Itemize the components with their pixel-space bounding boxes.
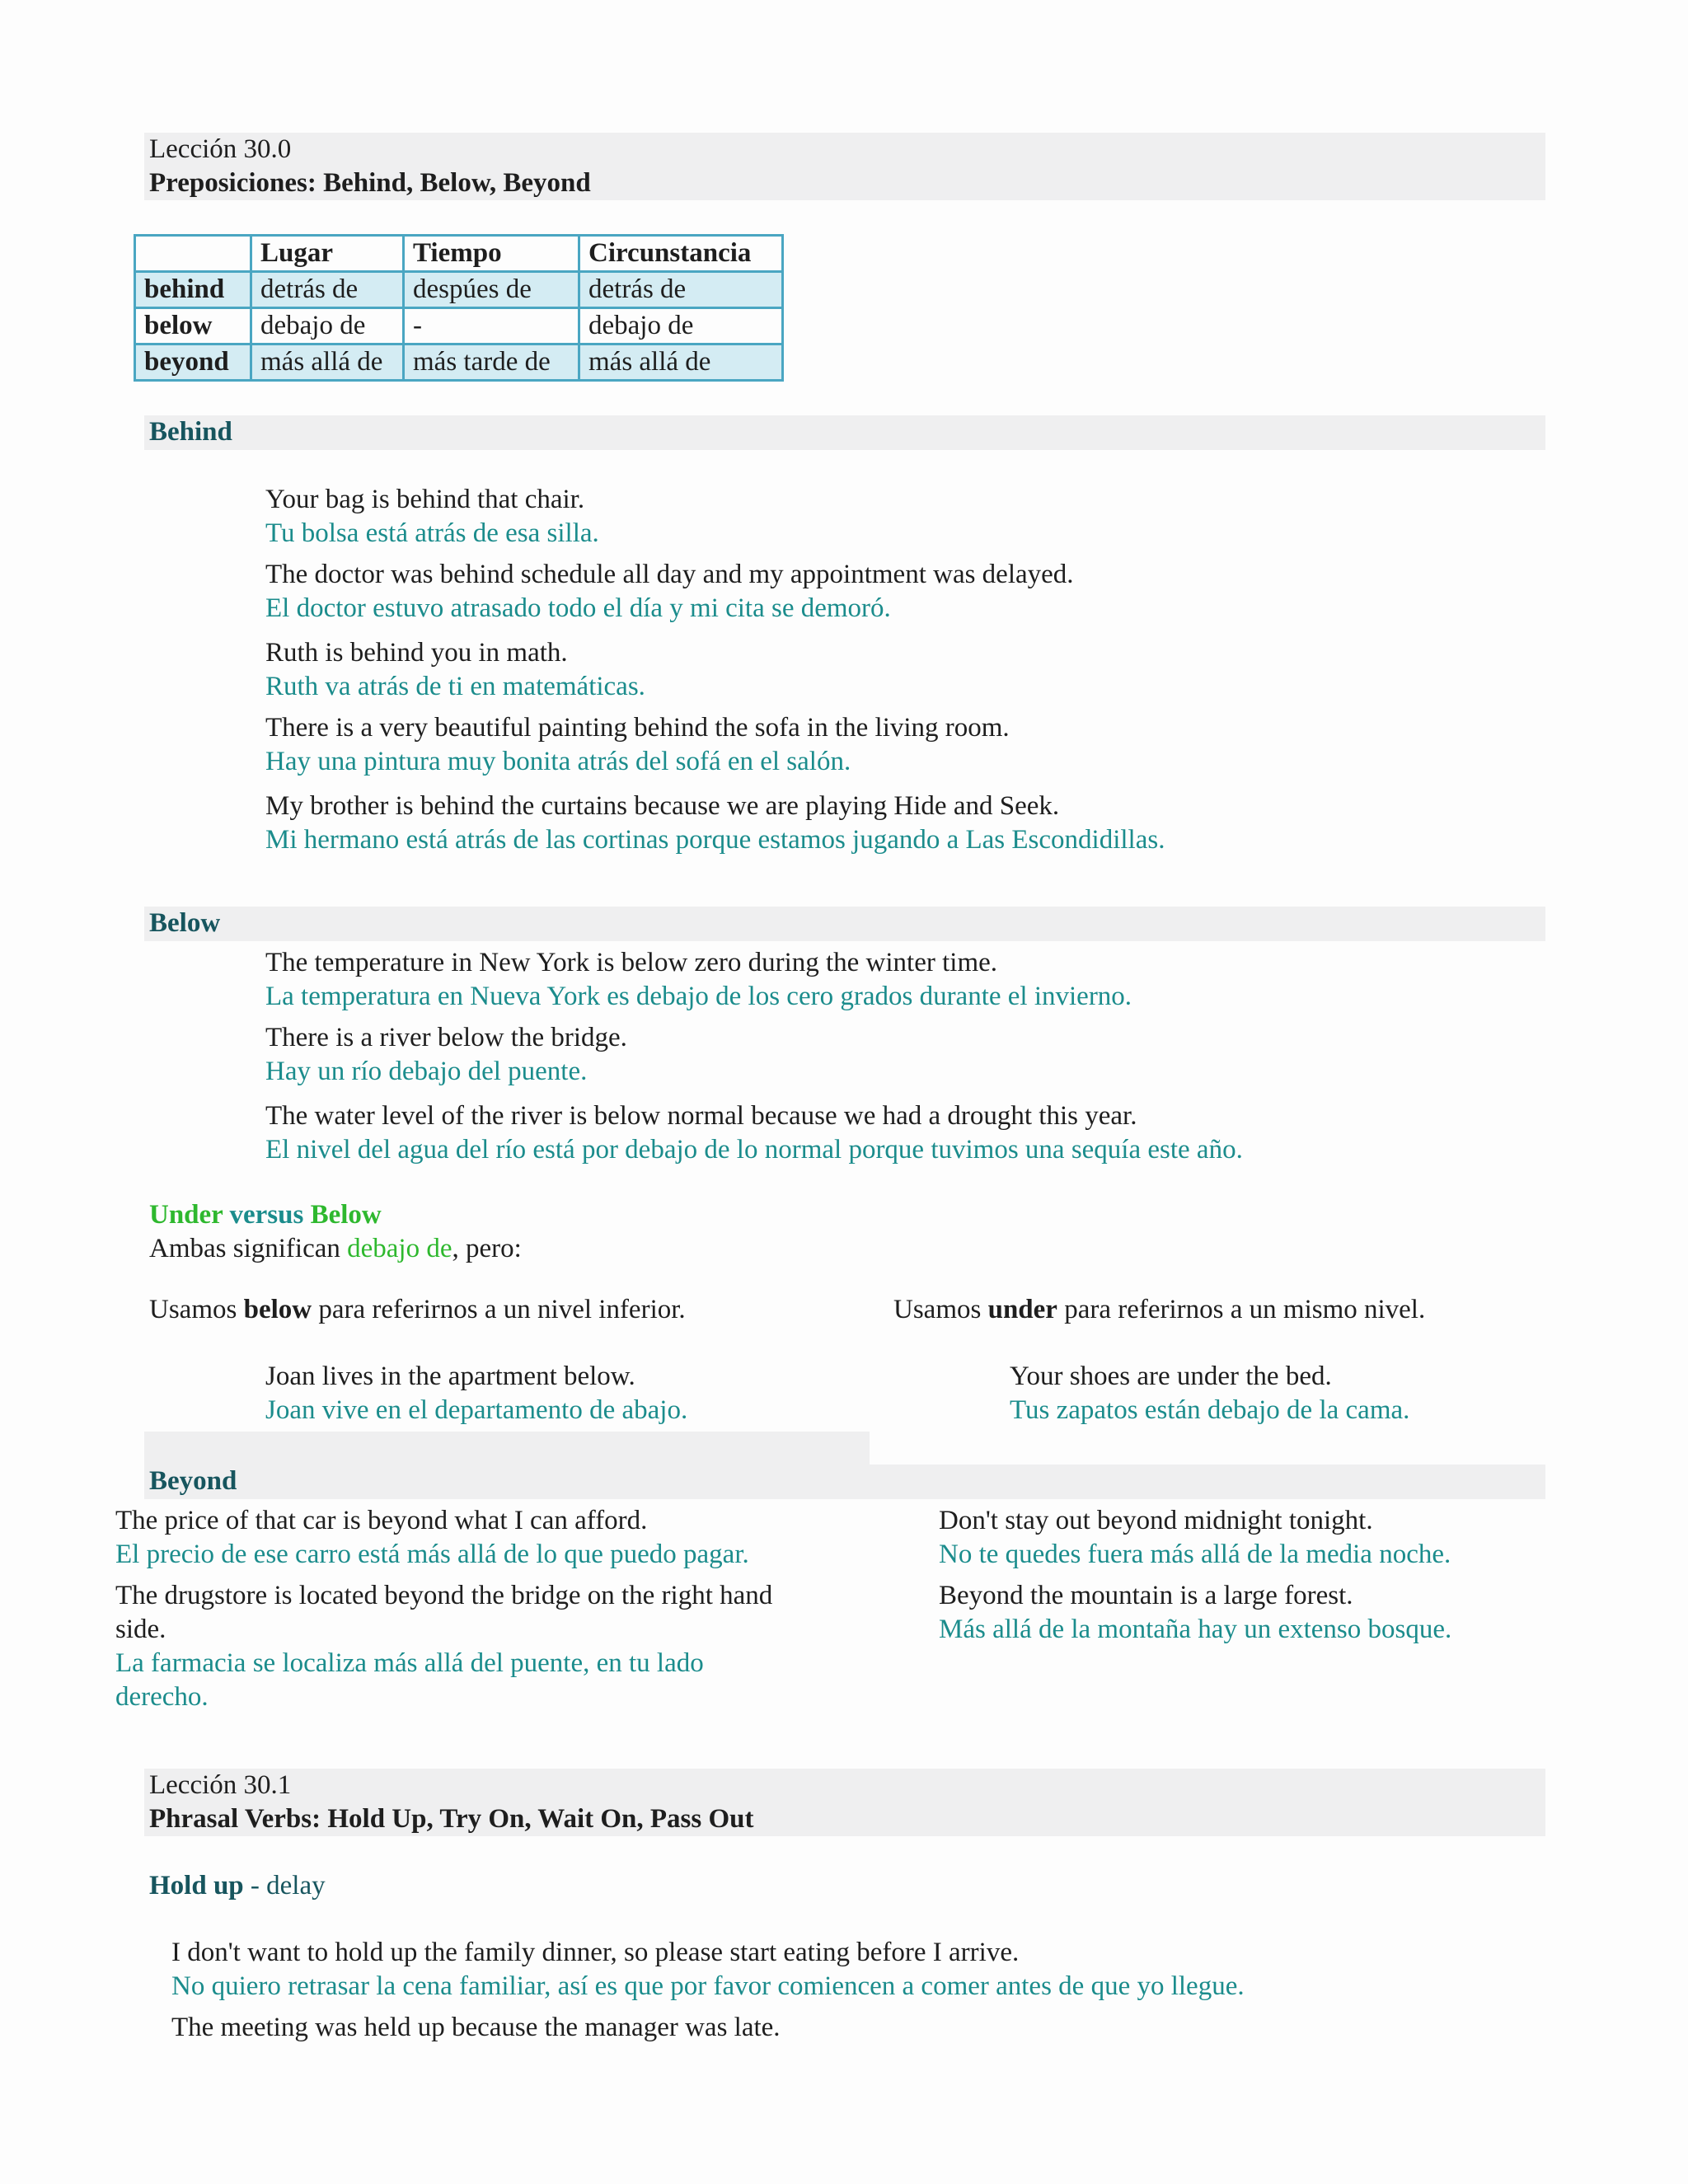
example-item xyxy=(265,790,1165,857)
rule-keyword: below xyxy=(243,1295,312,1324)
section-heading-behind: Behind xyxy=(149,417,232,447)
example-item xyxy=(115,1504,841,1572)
example-item xyxy=(265,711,1165,779)
rule-text-end: para referirnos a un nivel inferior. xyxy=(312,1295,686,1324)
example-item xyxy=(115,1579,841,1714)
under-usage-rule xyxy=(893,1293,1425,1327)
section-heading-beyond: Beyond xyxy=(149,1466,237,1496)
rule-keyword: under xyxy=(987,1295,1057,1324)
prepositions-table xyxy=(134,234,784,382)
example-item xyxy=(171,2011,1245,2045)
example-item xyxy=(265,558,1165,626)
section-band-beyond xyxy=(144,1465,1545,1499)
table-cell: más tarde de xyxy=(404,344,579,381)
example-spanish: El precio de ese carro está más allá de lo que puedo pagar. xyxy=(115,1540,749,1569)
example-spanish: Ruth va atrás de ti en matemáticas. xyxy=(265,672,645,701)
lesson-title: Preposiciones: Behind, Below, Beyond xyxy=(149,168,591,198)
table-header-cell xyxy=(135,236,251,272)
example-spanish: No te quedes fuera más allá de la media noche. xyxy=(939,1540,1451,1569)
table-cell: behind xyxy=(135,272,251,308)
example-english: Don't stay out beyond midnight tonight. xyxy=(939,1506,1373,1535)
example-item xyxy=(265,483,1165,551)
phrasal-verb-definition: - delay xyxy=(243,1871,326,1900)
example-english: The temperature in New York is below zero during the winter time. xyxy=(265,948,998,977)
table-header-cell: Circunstancia xyxy=(579,236,783,272)
table-cell: más allá de xyxy=(251,344,404,381)
example-item xyxy=(939,1579,1451,1647)
example-english: There is a very beautiful painting behind the sofa in the living room. xyxy=(265,713,1010,743)
example-english: Your shoes are under the bed. xyxy=(1010,1361,1332,1391)
table-cell: - xyxy=(404,308,579,344)
lesson-number: Lección 30.1 xyxy=(149,1770,292,1800)
divider-band xyxy=(144,1432,870,1465)
example-english: Your bag is behind that chair. xyxy=(265,485,585,514)
title-under: Under xyxy=(149,1200,223,1230)
table-cell: despúes de xyxy=(404,272,579,308)
example-english: My brother is behind the curtains because we are playing Hide and Seek. xyxy=(265,791,1060,821)
example-spanish: Más allá de la montaña hay un extenso bosque. xyxy=(939,1615,1452,1644)
title-below: Below xyxy=(310,1200,382,1230)
example-english: The price of that car is beyond what I can afford. xyxy=(115,1506,648,1535)
below-usage-example xyxy=(265,1360,687,1427)
example-spanish: No quiero retrasar la cena familiar, así es que por favor comiencen a comer antes de que yo llegue. xyxy=(171,1971,1245,2001)
example-english: I don't want to hold up the family dinner, so please start eating before I arrive. xyxy=(171,1938,1020,1967)
example-english: The drugstore is located beyond the bridge on the right hand side. xyxy=(115,1581,773,1644)
phrasal-verb-entry xyxy=(149,1869,326,1903)
table-cell: debajo de xyxy=(251,308,404,344)
example-item xyxy=(265,636,1165,704)
under-below-intro xyxy=(149,1232,522,1266)
rule-text: Usamos xyxy=(149,1295,244,1324)
below-usage-rule xyxy=(149,1293,686,1327)
table-cell: below xyxy=(135,308,251,344)
under-usage-example xyxy=(1010,1360,1409,1427)
under-versus-below-title xyxy=(149,1198,382,1232)
example-item xyxy=(939,1504,1451,1572)
example-item xyxy=(265,1021,1243,1089)
example-spanish: La temperatura en Nueva York es debajo de los cero grados durante el invierno. xyxy=(265,982,1132,1011)
example-english: Ruth is behind you in math. xyxy=(265,638,568,668)
example-english: Beyond the mountain is a large forest. xyxy=(939,1581,1353,1610)
beyond-examples-left xyxy=(115,1504,841,1714)
table-header-row xyxy=(135,236,783,272)
intro-highlight: debajo de xyxy=(347,1234,452,1263)
example-item xyxy=(265,946,1243,1014)
table-cell: detrás de xyxy=(579,272,783,308)
example-spanish: Hay una pintura muy bonita atrás del sofá en el salón. xyxy=(265,747,851,776)
example-spanish: El doctor estuvo atrasado todo el día y mi cita se demoró. xyxy=(265,593,891,623)
title-versus: versus xyxy=(229,1200,304,1230)
section-heading-below: Below xyxy=(149,908,221,938)
example-english: The water level of the river is below normal because we had a drought this year. xyxy=(265,1101,1137,1131)
below-examples xyxy=(265,946,1243,1167)
table-row xyxy=(135,344,783,381)
table-cell: detrás de xyxy=(251,272,404,308)
example-item xyxy=(171,1936,1245,2004)
table-cell: beyond xyxy=(135,344,251,381)
holdup-examples xyxy=(171,1936,1245,2045)
example-english: The meeting was held up because the manager was late. xyxy=(171,2013,781,2042)
example-spanish: Tus zapatos están debajo de la cama. xyxy=(1010,1395,1410,1425)
example-english: The doctor was behind schedule all day and my appointment was delayed. xyxy=(265,560,1074,589)
rule-text-end: para referirnos a un mismo nivel. xyxy=(1057,1295,1426,1324)
behind-examples xyxy=(265,483,1165,857)
table-header-cell: Lugar xyxy=(251,236,404,272)
section-band-behind xyxy=(144,415,1545,450)
section-band-below xyxy=(144,907,1545,941)
example-item xyxy=(265,1099,1243,1167)
beyond-examples-right xyxy=(939,1504,1451,1647)
example-spanish: La farmacia se localiza más allá del puente, en tu lado derecho. xyxy=(115,1648,704,1712)
table-cell: más allá de xyxy=(579,344,783,381)
example-spanish: Tu bolsa está atrás de esa silla. xyxy=(265,518,599,548)
example-spanish: Mi hermano está atrás de las cortinas porque estamos jugando a Las Escondidillas. xyxy=(265,825,1165,855)
example-spanish: El nivel del agua del río está por debajo de lo normal porque tuvimos una sequía este año. xyxy=(265,1135,1243,1165)
lesson-number: Lección 30.0 xyxy=(149,134,292,164)
table-row xyxy=(135,272,783,308)
rule-text: Usamos xyxy=(893,1295,988,1324)
table-header-cell: Tiempo xyxy=(404,236,579,272)
intro-text-end: , pero: xyxy=(452,1234,522,1263)
lesson-title: Phrasal Verbs: Hold Up, Try On, Wait On, Pass Out xyxy=(149,1804,754,1834)
table-row xyxy=(135,308,783,344)
example-spanish: Hay un río debajo del puente. xyxy=(265,1057,588,1086)
example-english: There is a river below the bridge. xyxy=(265,1023,627,1052)
example-spanish: Joan vive en el departamento de abajo. xyxy=(265,1395,688,1425)
intro-text: Ambas significan xyxy=(149,1234,348,1263)
example-english: Joan lives in the apartment below. xyxy=(265,1361,635,1391)
phrasal-verb-term: Hold up xyxy=(149,1871,244,1900)
table-cell: debajo de xyxy=(579,308,783,344)
